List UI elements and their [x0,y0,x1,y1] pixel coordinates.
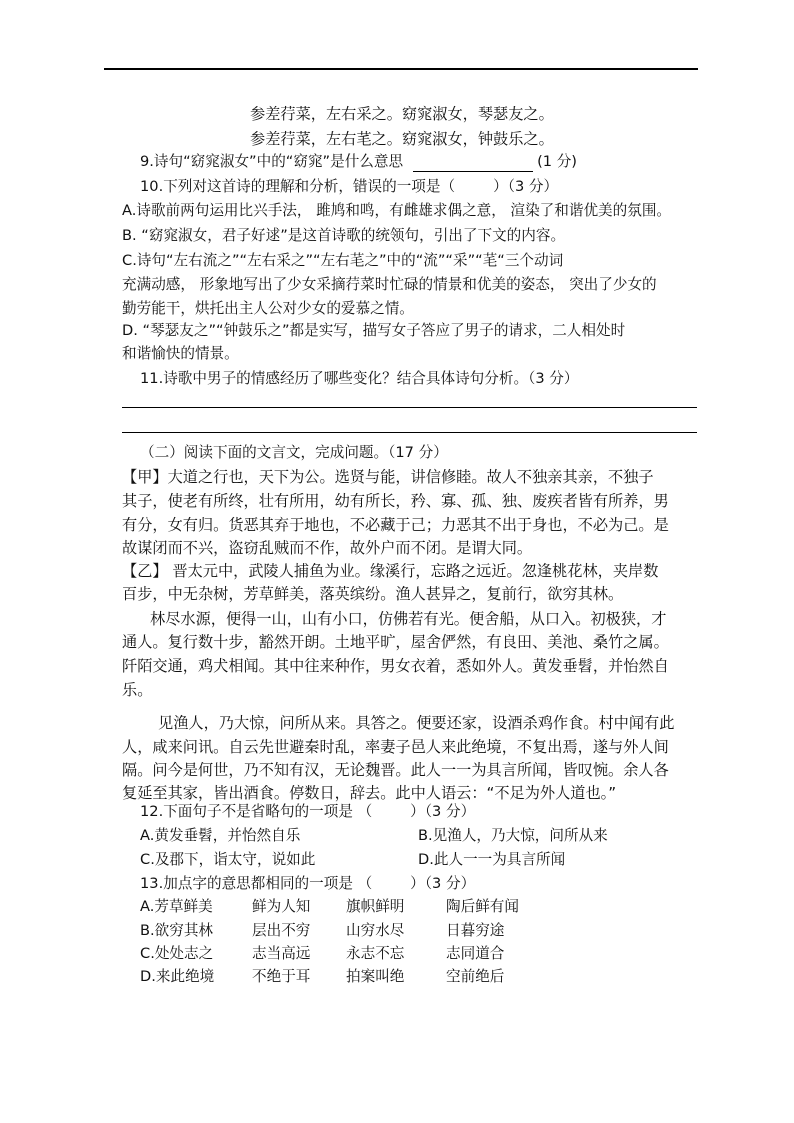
question-13-stem-b: ）（3 分） [410,875,476,892]
question-12-stem-b: ）（3 分） [410,803,476,820]
option-13-c-col2: 志当高远 [252,945,311,962]
passage-yi-line-7: 见渔人，乃大惊，问所从来。具答之。便要还家，设酒杀鸡作食。村中闻有此 [158,714,675,732]
passage-yi-line-6: 乐。 [122,681,153,699]
question-12-stem-a: 12.下面句子不是省略句的一项是 （ [140,803,373,820]
passage-jia-line-2: 其子，使老有所终，壮有所用，幼有所长，矜、寡、孤、独、废疾者皆有所养，男 [122,492,669,510]
option-10-c-line1: C.诗句“左右流之”“左右采之”“左右芼之”中的“流”“采”“芼“三个动词 [122,252,564,269]
passage-yi-line-3: 林尽水源，便得一山，山有小口，仿佛若有光。便舍船，从口入。初极狭，才 [150,610,667,628]
option-13-d-col3: 拍案叫绝 [346,968,405,985]
passage-yi-line-2: 百步，中无杂树，芳草鲜美，落英缤纷。渔人甚异之，复前行，欲穷其林。 [122,585,624,603]
question-11: 11.诗歌中男子的情感经历了哪些变化？结合具体诗句分析。（3 分） [140,370,579,387]
option-13-c-col4: 志同道合 [446,945,505,962]
option-13-d-col1: D.来此绝境 [140,968,215,985]
option-12-b: B.见渔人，乃大惊，问所从来 [418,827,608,844]
question-9-text: 9.诗句“窈窕淑女”中的“窈窕”是什么意思 [140,153,404,170]
passage-jia-line-1: 【甲】大道之行也，天下为公。选贤与能，讲信修睦。故人不独亲其亲，不独子 [122,468,654,486]
section-2-title: （二）阅读下面的文言文，完成问题。（17 分） [140,444,448,461]
passage-jia-line-3: 有分，女有归。货恶其弃于地也，不必藏于己；力恶其不出于身也，不必为己。是 [122,516,669,534]
question-10-stem-a: 10.下列对这首诗的理解和分析，错误的一项是（ [140,178,456,195]
answer-line-11-1[interactable] [122,407,697,408]
option-10-d-line1: D. “琴瑟友之”“钟鼓乐之”都是实写，描写女子答应了男子的请求，二人相处时 [122,322,626,339]
passage-yi-line-5: 阡陌交通，鸡犬相闻。其中往来种作，男女衣着，悉如外人。黄发垂髫，并怡然自 [122,657,669,675]
question-13-stem [140,874,475,894]
option-13-a-col3: 旗帜鲜明 [346,898,405,915]
answer-blank-9[interactable] [413,157,533,172]
question-9-score: (1 分) [537,153,577,170]
question-10-stem [140,177,558,197]
option-13-d-col2: 不绝于耳 [252,968,311,985]
option-13-c-col1: C.处处志之 [140,945,214,962]
poem-line-2: 参差荇菜，左右芼之。窈窕淑女，钟鼓乐之。 [250,130,554,148]
option-12-a: A.黄发垂髫，并怡然自乐 [140,827,301,844]
passage-yi-line-8: 人，咸来问讯。自云先世避秦时乱，率妻子邑人来此绝境，不复出焉，遂与外人间 [122,738,669,756]
option-10-d-line2: 和谐愉快的情景。 [122,345,239,362]
option-12-d: D.此人一一为具言所闻 [418,851,566,868]
option-13-a-col1: A.芳草鲜美 [140,898,213,915]
option-13-c-col3: 永志不忘 [346,945,405,962]
question-10-stem-b: ）（3 分） [493,178,559,195]
option-13-a-col4: 陶后鲜有闻 [446,898,519,915]
option-10-c-line3: 勤劳能干，烘托出主人公对少女的爱慕之情。 [122,300,414,317]
option-13-d-col4: 空前绝后 [446,968,505,985]
option-10-a: A.诗歌前两句运用比兴手法， 雎鸠和鸣，有雌雄求偶之意， 渲染了和谐优美的氛围。 [122,202,672,219]
passage-yi-line-1: 【乙】 晋太元中，武陵人捕鱼为业。缘溪行，忘路之远近。忽逢桃花林，夹岸数 [122,562,659,580]
option-10-c-line2: 充满动感， 形象地写出了少女采摘荇菜时忙碌的情景和优美的姿态， 突出了少女的 [122,276,657,293]
option-13-b-col4: 日暮穷途 [446,922,505,939]
poem-line-1: 参差荇菜，左右采之。窈窕淑女，琴瑟友之。 [250,105,554,123]
passage-yi-line-9: 隔。问今是何世，乃不知有汉，无论魏晋。此人一一为具言所闻，皆叹惋。余人各 [122,761,669,779]
question-13-stem-a: 13.加点字的意思都相同的一项是 （ [140,875,373,892]
passage-yi-line-10: 复延至其家，皆出酒食。停数日，辞去。此中人语云：“不足为外人道也。” [122,784,617,802]
option-13-b-col2: 层出不穷 [252,922,311,939]
passage-jia-line-4: 故谋闭而不兴，盗窃乱贼而不作，故外户而不闭。是谓大同。 [122,539,533,557]
question-12-stem [140,802,475,822]
option-12-c: C.及郡下，诣太守，说如此 [140,851,316,868]
option-13-a-col2: 鲜为人知 [252,898,311,915]
question-9 [140,152,577,172]
answer-line-11-2[interactable] [122,432,697,433]
header-rule [104,68,698,70]
option-10-b: B. “窈窕淑女，君子好逑”是这首诗歌的统领句，引出了下文的内容。 [122,227,566,244]
option-13-b-col3: 山穷水尽 [346,922,405,939]
passage-yi-line-4: 通人。复行数十步，豁然开朗。土地平旷，屋舍俨然，有良田、美池、桑竹之属。 [122,633,669,651]
option-13-b-col1: B.欲穷其林 [140,922,214,939]
